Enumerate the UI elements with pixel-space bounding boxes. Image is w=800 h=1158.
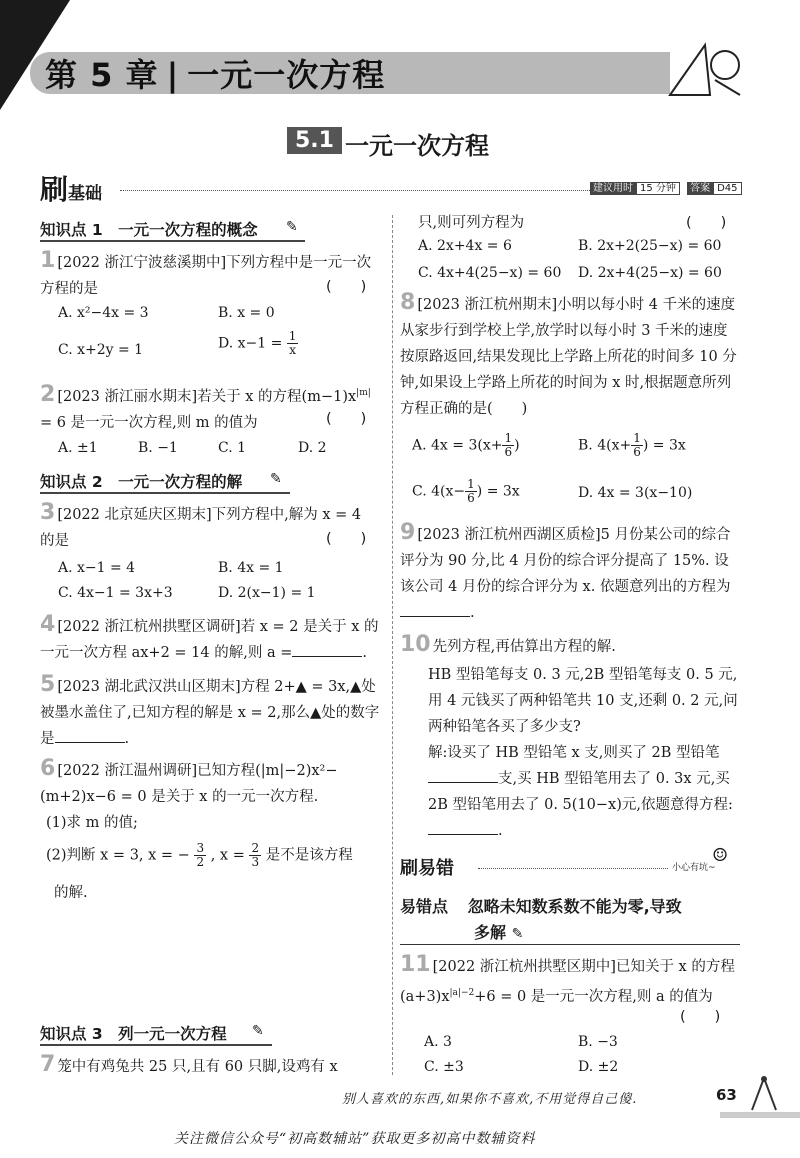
- option-b: B. −1: [138, 440, 178, 456]
- option-d: D. 2x+4(25−x) = 60: [578, 265, 722, 281]
- cartoon-caption: 小心有坑~: [672, 863, 716, 873]
- mistake-underline: [400, 944, 740, 945]
- chapter-title: 一元一次方程: [187, 56, 386, 94]
- basics-divider: [120, 190, 590, 191]
- kp3-title: 知识点 3 列一元一次方程: [40, 1025, 227, 1043]
- question-number: 6: [40, 756, 56, 781]
- chapter-heading: 第 5 章 | 一元一次方程: [45, 56, 386, 94]
- question-number: 7: [40, 1052, 56, 1077]
- question-10: 10 先列方程,再估算出方程的解.: [400, 632, 616, 657]
- option-a: A. 4x = 3(x+ $\frac{1}{6}$ ): [412, 431, 520, 459]
- question-number: 4: [40, 612, 56, 637]
- option-b: B. 4(x+ $\frac{1}{6}$ ) = 3x: [578, 431, 686, 459]
- watermark: 关注微信公众号“初高数辅站”获取更多初高中数辅资料: [174, 1131, 536, 1147]
- mistake-point-label: 易错点: [400, 897, 449, 916]
- basics-label: 基础: [68, 184, 103, 204]
- option-c: C. ±3: [424, 1059, 464, 1075]
- option-c: C. x+2y = 1: [58, 342, 144, 358]
- option-a: A. 3: [424, 1034, 452, 1050]
- compass-icon: [744, 1074, 784, 1114]
- answer-blank[interactable]: [55, 728, 125, 743]
- question-number: 5: [40, 672, 56, 697]
- option-d: D. x−1 = $\frac{1}{x}$: [218, 329, 297, 357]
- question-3: 3 [2022 北京延庆区期末]下列方程中,解为 x = 4 的是: [40, 500, 362, 549]
- answer-paren: ( ): [686, 215, 727, 231]
- mistake-point-title: 忽略未知数系数不能为零,导致: [467, 897, 682, 916]
- kp1-title: 知识点 1 一元一次方程的概念: [40, 221, 258, 239]
- option-b: B. x = 0: [218, 305, 275, 321]
- column-divider: [392, 215, 393, 1075]
- question-text: [2022 浙江宁波慈溪期中]下列方程中是一元一次方程的是: [40, 255, 372, 297]
- question-5: 5 [2023 湖北武汉洪山区期末]方程 2+▲ = 3x,▲处被墨水盖住了,已知方程的解是 x = 2,那么▲处的数字是 .: [40, 672, 380, 747]
- kp2-title: 知识点 2 一元一次方程的解: [40, 473, 243, 491]
- question-6-part-2: (2)判断 x = 3, x = − $\frac{3}{2}$ , x = $\frac{2}{3}$ 是不是该方程: [46, 841, 353, 869]
- mistake-point: [400, 894, 682, 917]
- option-a: A. 2x+4x = 6: [418, 238, 512, 254]
- question-number: 2: [40, 381, 56, 407]
- pencil-icon: ✎: [511, 926, 524, 942]
- option-a: A. x−1 = 4: [58, 560, 136, 576]
- question-11: 11 [2022 浙江杭州拱墅区期中]已知关于 x 的方程$(a+3)x^{|a|-2}+6 = 0$ 是一元一次方程,则 a 的值为: [400, 952, 735, 1005]
- footer-quote: 别人喜欢的东西,如果你不喜欢,不用觉得自己傻.: [342, 1092, 638, 1107]
- question-number: 1: [40, 248, 56, 273]
- question-number: 8: [400, 290, 416, 315]
- option-a: A. ±1: [58, 440, 98, 456]
- kp1-underline: [40, 240, 305, 242]
- page-number: 63: [716, 1086, 737, 1104]
- geometry-tools-icon: [665, 40, 745, 100]
- basics-heading: [40, 168, 102, 208]
- option-d: D. 2: [298, 440, 327, 456]
- option-d: D. 2(x−1) = 1: [218, 585, 316, 601]
- time-label: 建议用时: [590, 182, 636, 195]
- question-6-part-1: (1)求 m 的值;: [46, 815, 138, 831]
- question-number: 9: [400, 520, 416, 545]
- answer-paren: ( ): [680, 1009, 721, 1025]
- question-7-continued: 只,则可列方程为: [418, 215, 525, 231]
- question-7: 7 笼中有鸡兔共 25 只,且有 60 只脚,设鸡有 x: [40, 1052, 338, 1077]
- brush-label: 刷: [40, 173, 69, 206]
- question-4: 4 [2022 浙江杭州拱墅区调研]若 x = 2 是关于 x 的一元一次方程 ax+2 = 14 的解,则 a = .: [40, 612, 379, 661]
- option-c: C. 4x−1 = 3x+3: [58, 585, 173, 601]
- pencil-icon: ✎: [252, 1023, 264, 1039]
- question-number: 10: [400, 632, 431, 657]
- section-title: 一元一次方程: [345, 132, 489, 160]
- answer-page: D45: [713, 182, 741, 195]
- kp2-underline: [40, 492, 290, 494]
- option-c: C. 4x+4(25−x) = 60: [418, 265, 562, 281]
- option-d: D. 4x = 3(x−10): [578, 485, 693, 501]
- question-number: 3: [40, 500, 56, 525]
- chapter-label: 第 5 章: [45, 56, 159, 94]
- mistake-label: 刷易错: [400, 858, 454, 879]
- question-10-solution: 解:设买了 HB 型铅笔 x 支,则买了 2B 型铅笔支,买 HB 型铅笔用去了 0. 3x 元,买 2B 型铅笔用去了 0. 5(10−x)元,依题意得方程:.: [428, 745, 733, 839]
- question-9: 9 [2023 浙江杭州西湖区质检]5 月份某公司的综合评分为 90 分,比 4 月份的综合评分提高了 15%. 设该公司 4 月份的综合评分为 x. 依题意列出的方程为.: [400, 520, 731, 621]
- question-number: 11: [400, 952, 431, 977]
- time-badge: [590, 179, 742, 194]
- answer-paren: ( ): [326, 279, 367, 295]
- question-6: 6 [2022 浙江温州调研]已知方程(|m|−2)x²−(m+2)x−6 = 0 是关于 x 的一元一次方程.: [40, 756, 338, 805]
- mistake-divider: [478, 868, 668, 869]
- option-c: C. 1: [218, 440, 247, 456]
- question-2: 2 [2023 浙江丽水期末]若关于 x 的方程$(m-1)x^{|m|} = 6$ 是一元一次方程,则 m 的值为: [40, 381, 371, 431]
- pencil-icon: ✎: [270, 471, 282, 487]
- option-b: B. 2x+2(25−x) = 60: [578, 238, 722, 254]
- option-d: D. ±2: [578, 1059, 619, 1075]
- question-8: 8 [2023 浙江杭州期末]小明以每小时 4 千米的速度从家步行到学校上学,放学时以每小时 3 千米的速度按原路返回,结果发现比上学路上所花的时间多 10 分钟,如果设上学路上所花的时间为 x 时,根据题意所列方程正确的是( ): [400, 290, 737, 417]
- answer-blank[interactable]: [428, 820, 498, 835]
- answer-blank[interactable]: [292, 642, 362, 657]
- cartoon-face-icon: ☺: [712, 845, 729, 866]
- question-10-body: HB 型铅笔每支 0. 3 元,2B 型铅笔每支 0. 5 元,用 4 元钱买了两种铅笔共 10 支,还剩 0. 2 元,问两种铅笔各买了多少支?: [428, 667, 738, 735]
- answer-blank[interactable]: [400, 602, 470, 617]
- pencil-icon: ✎: [286, 219, 298, 235]
- question-6-part-2-end: 的解.: [54, 885, 88, 901]
- mistake-heading: [400, 854, 454, 880]
- option-b: B. −3: [578, 1034, 618, 1050]
- option-c: C. 4(x− $\frac{1}{6}$ ) = 3x: [412, 477, 520, 505]
- option-a: A. x²−4x = 3: [58, 305, 149, 321]
- answer-paren: ( ): [326, 531, 367, 547]
- section-number: 5.1: [287, 127, 342, 154]
- time-value: 15 分钟: [636, 182, 680, 195]
- answer-paren: ( ): [326, 411, 367, 427]
- footer-bar: [720, 1112, 800, 1118]
- kp3-underline: [40, 1044, 272, 1046]
- mistake-point-title-2: 多解 ✎: [474, 923, 524, 942]
- option-b: B. 4x = 1: [218, 560, 284, 576]
- answer-blank[interactable]: [428, 768, 498, 783]
- answer-label: 答案: [687, 182, 713, 195]
